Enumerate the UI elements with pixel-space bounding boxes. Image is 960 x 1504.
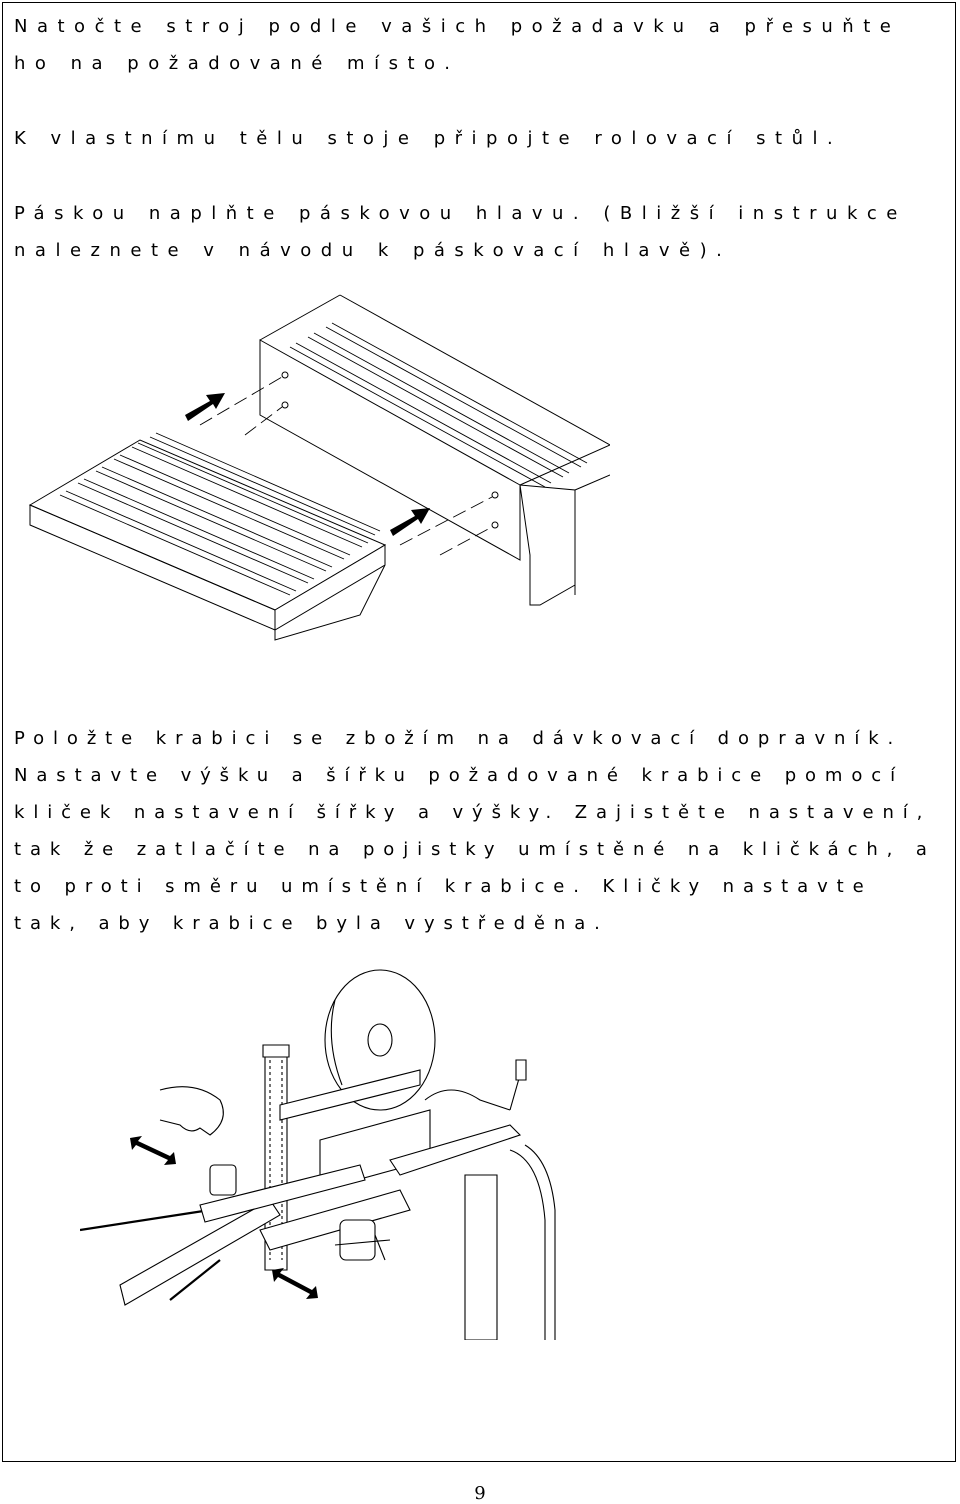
double-arrow-icon	[130, 1136, 176, 1165]
instruction-paragraph-2: K vlastnímu tělu stoje připojte rolovací stůl.	[14, 128, 843, 149]
width-height-adjustment-drawing	[80, 960, 560, 1340]
roller-table-attachment-drawing	[20, 285, 610, 665]
instruction-paragraph-4: Položte krabici se zbožím na dávkovací dopravník. Nastavte výšku a šířku požadované krabice pomocí kliček nastavení šířky a výšky. Zajistěte nastavení, tak že zatlačíte na pojistky umístěné na kličkách, a to proti směru umístění krabice. Kličky nastavte tak, aby krabice byla vystředěna.	[14, 728, 951, 934]
instruction-paragraph-3: Páskou naplňte páskovou hlavu. (Bližší instrukce naleznete v návodu k páskovací hlavě).	[14, 203, 923, 261]
page-number: 9	[474, 1483, 486, 1504]
instruction-paragraph-1: Natočte stroj podle vašich požadavku a přesuňte ho na požadované místo.	[14, 16, 916, 74]
hand-drawing	[160, 1087, 223, 1135]
roller-table-drawing	[30, 433, 385, 640]
double-arrow-icon	[272, 1268, 318, 1299]
arrow-icon	[390, 508, 430, 536]
arrow-icon	[185, 393, 225, 421]
